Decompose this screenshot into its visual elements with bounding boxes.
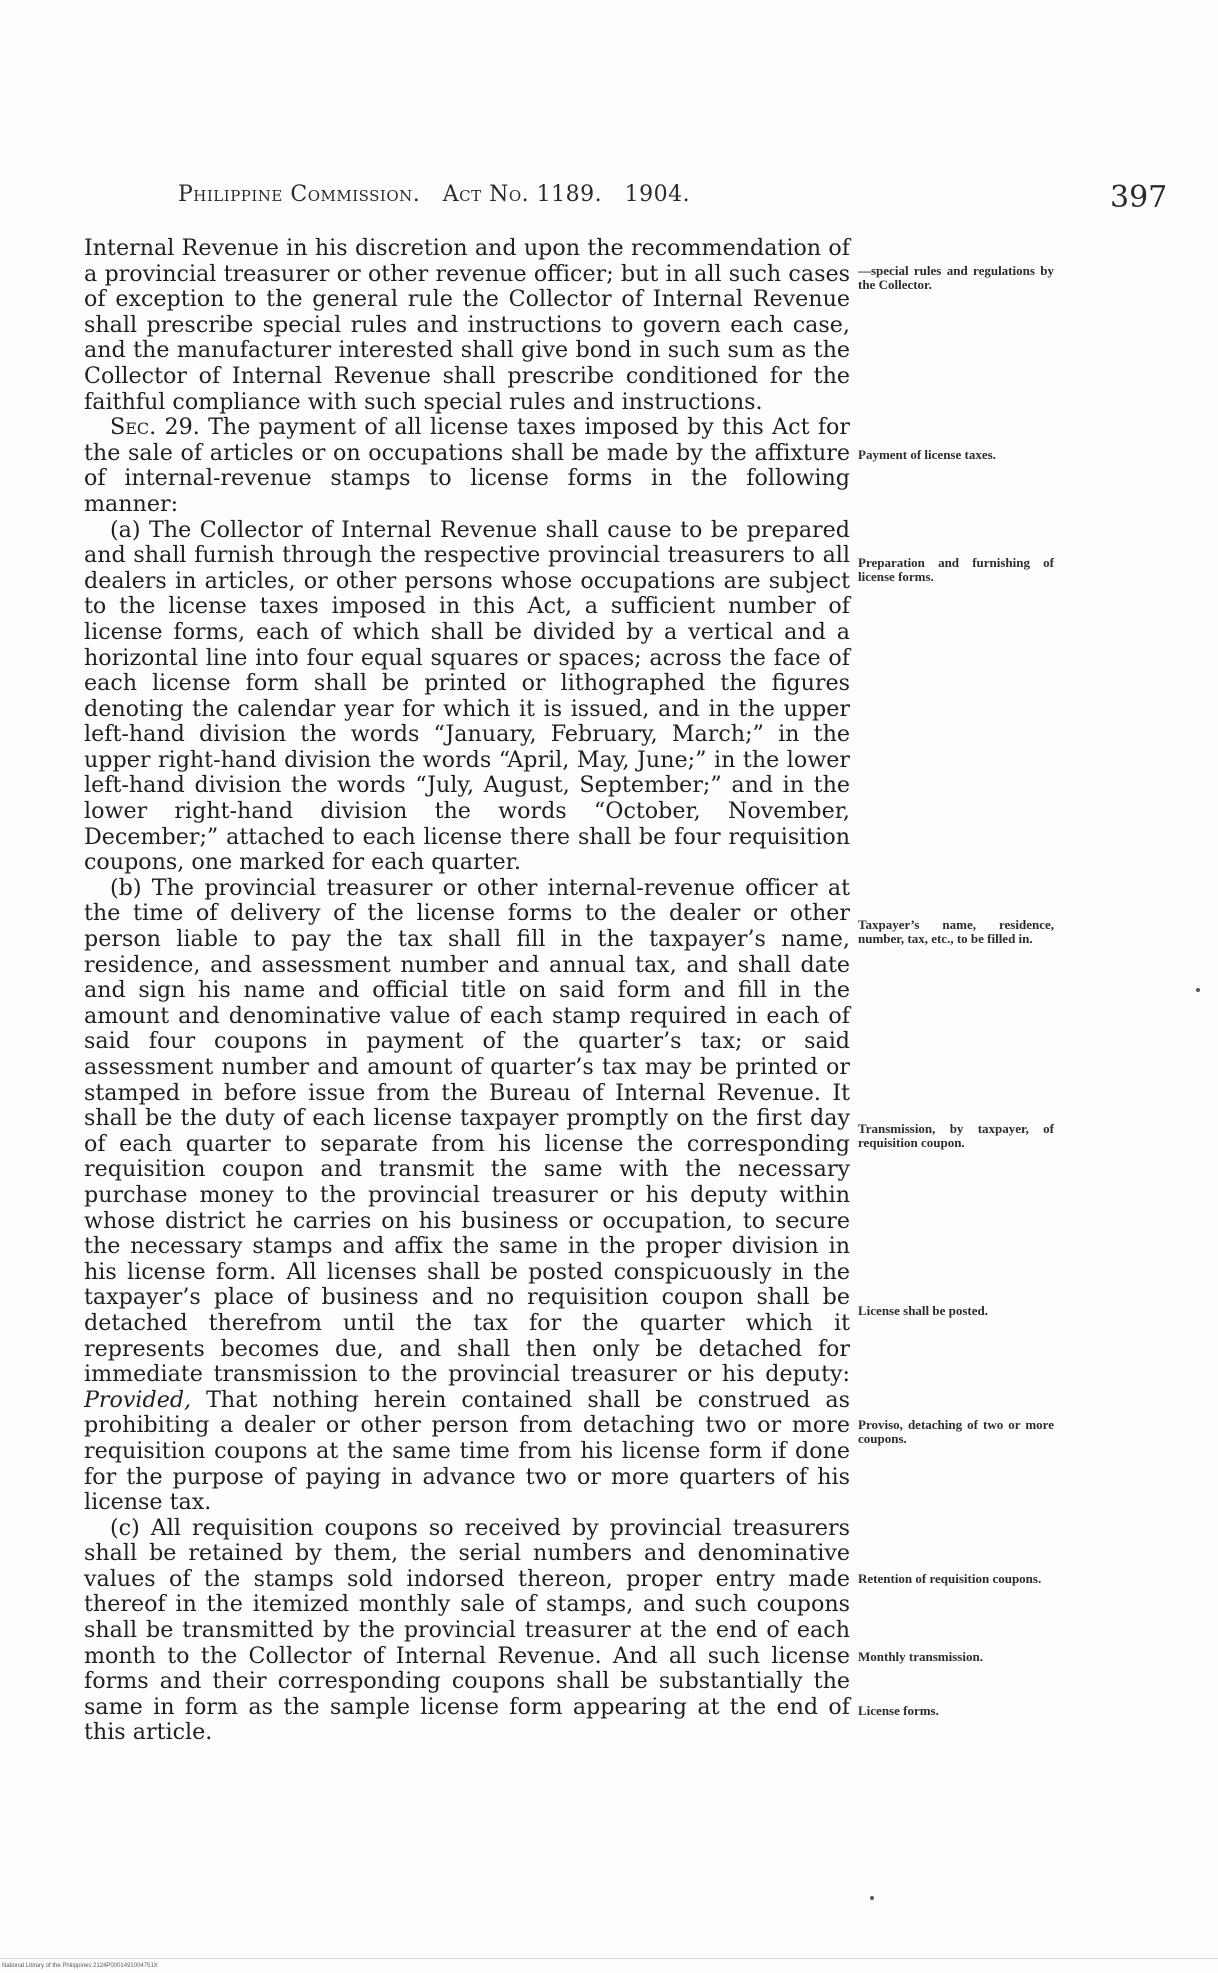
margin-note-monthly-transmission: Monthly transmission. [858,1649,983,1664]
margin-note-transmission: Transmission, by taxpayer, of requisition coupon. [858,1121,1054,1150]
margin-note-proviso: Proviso, detaching of two or more coupons. [858,1417,1054,1446]
page-number: 397 [1110,180,1168,215]
paragraph-b [84,876,850,1516]
paragraph-a: (a) The Collector of Internal Revenue shall cause to be prepared and shall furnish through the respective provincial treasurers to all dealers in articles, or other persons whose occupations are subject to the license taxes imposed in this Act, a sufficient number of license forms, each of which shall be divided by a vertical and a horizontal line into four equal squares or spaces; across the face of each license form shall be printed or lithographed the figures denoting the calendar year for which it is issued, and in the upper left-hand division the words “January, February, March;” in the upper right-hand division the words “April, May, June;” in the lower left-hand division the words “July, August, September;” and in the lower right-hand division the words “October, November, December;” attached to each license there shall be four requisition coupons, one marked for each quarter. [84,516,850,876]
margin-note-taxpayer-name: Taxpayer’s name, residence, number, tax, etc., to be filled in. [858,917,1054,946]
paragraph-b-proviso: That nothing herein contained shall be construed as prohibiting a dealer or other person from detaching two or more requisition coupons at the same time from his license form if done for the purpose of paying in advance two or more quarters of his license tax. [84,1386,850,1516]
paragraph-continuation: Internal Revenue in his discretion and upon the recommendation of a provincial treasurer or other revenue officer; but in all such cases of exception to the general rule the Collector of Internal Revenue shall prescribe special rules and instructions to govern each case, and the manufacturer interested shall give bond in such sum as the Collector of Internal Revenue shall prescribe conditioned for the faithful compliance with such special rules and instructions. [84,235,850,415]
margin-note-retention: Retention of requisition coupons. [858,1571,1042,1586]
margin-note-license-forms: License forms. [858,1703,939,1718]
running-head [178,182,690,207]
margin-note-preparation-forms: Preparation and furnishing of license forms. [858,555,1054,584]
scan-credit: National Library of the Philippines 2124P0001491004751X [2,1963,158,1969]
running-head-act: Act No. 1189. [442,182,603,207]
paragraph-c: (c) All requisition coupons so received by provincial treasurers shall be retained by them, the serial numbers and denominative values of the stamps sold indorsed thereon, proper entry made thereof in the itemized monthly sale of stamps, and such coupons shall be transmitted by the provincial treasurer at the end of each month to the Collector of Internal Revenue. And all such license forms and their corresponding coupons shall be substantially the same in form as the sample license form appearing at the end of this article. [84,1514,850,1746]
margin-note-payment-license-taxes: Payment of license taxes. [858,447,996,462]
margin-note-license-posted: License shall be posted. [858,1303,989,1318]
provided-keyword: Provided, [84,1386,192,1413]
scan-speck [870,1896,874,1900]
scan-bottom-edge [0,1958,1218,1959]
paragraph-section-29 [84,415,850,517]
running-head-title: Philippine Commission. [178,182,421,207]
margin-note-special-rules: —special rules and regulations by the Collector. [858,263,1054,292]
paragraph-b-text: (b) The provincial treasurer or other internal-revenue officer at the time of delivery of the license forms to the dealer or other person liable to pay the tax shall fill in the taxpayer’s name, residence, and assessment number and annual tax, and shall date and sign his name and official title on said form and fill in the amount and denominative value of each stamp required in each of said four coupons in payment of the quarter’s tax; or said assessment number and amount of quarter’s tax may be printed or stamped in before issue from the Bureau of Internal Revenue. It shall be the duty of each license taxpayer promptly on the first day of each quarter to separate from his license the corresponding requisition coupon and transmit the same with the necessary purchase money to the provincial treasurer or his deputy within whose district he carries on his business or occupation, to secure the necessary stamps and affix the same in the proper division in his license form. All licenses shall be posted conspicuously in the taxpayer’s place of business and no requisition coupon shall be detached therefrom until the tax for the quarter which it represents becomes due, and shall then only be detached for immediate transmission to the provincial treasurer or his deputy: [84,874,850,1388]
scan-speck [1196,988,1200,992]
running-head-year: 1904. [624,182,691,207]
section-label: Sec. 29. [110,414,200,441]
section-29-text: The payment of all license taxes imposed by this Act for the sale of articles or on occupations shall be made by the affixture of internal-revenue stamps to license forms in the following manner: [84,414,851,517]
body-text [84,236,850,1746]
